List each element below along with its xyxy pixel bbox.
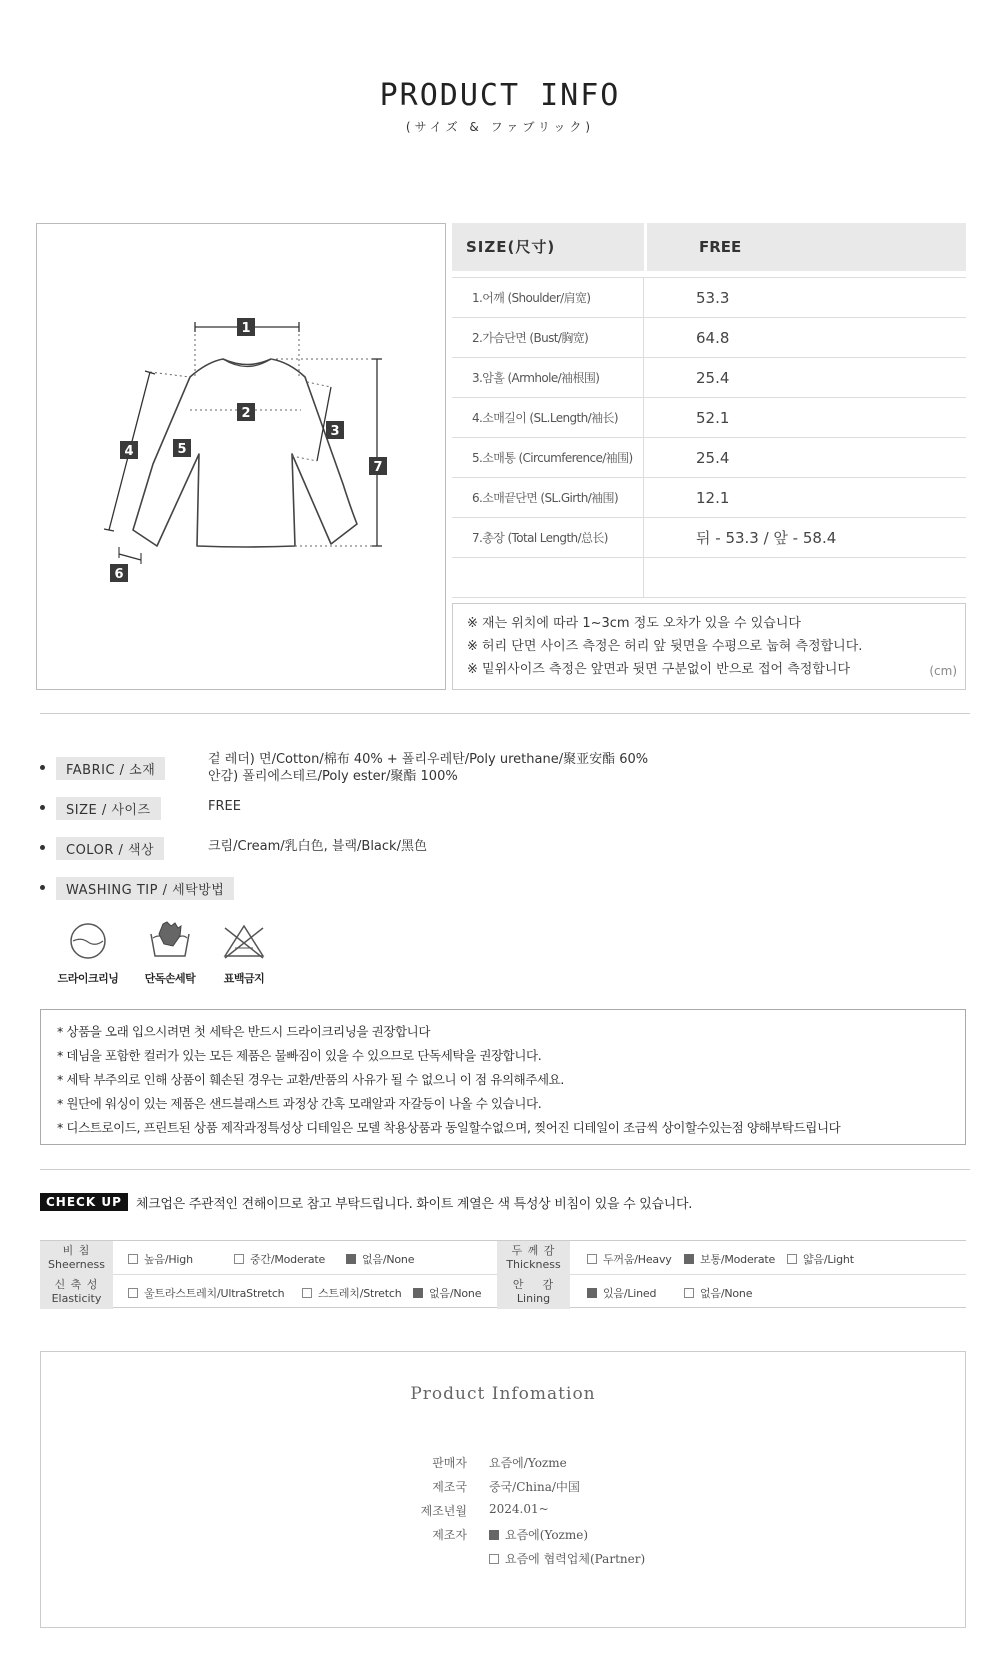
checkbox-checked-icon [346,1254,356,1264]
elasticity-option-stretch: 스트레치/Stretch [302,1285,402,1301]
checkbox-checked-icon [489,1530,499,1540]
sheerness-label [40,1241,113,1275]
elasticity-label [40,1275,113,1309]
care-notes [40,1009,966,1145]
care-line: * 세탁 부주의로 인해 상품이 훼손된 경우는 교환/반품의 사유가 될 수 없으니 이 점 유의해주세요. [57,1072,564,1087]
size-row-value: 뒤 - 53.3 / 앞 - 58.4 [696,529,837,547]
size-value: FREE [208,799,241,814]
fabric-line-2: 안감) 폴리에스테르/Poly ester/聚酯 100% [208,769,458,784]
info-row-seller [41,1454,965,1474]
size-table [452,223,966,598]
divider [40,713,970,714]
date-value: 2024.01~ [489,1502,549,1516]
care-line: * 데님을 포함한 컬러가 있는 모든 제품은 물빠짐이 있을 수 있으므로 단독세탁을 권장합니다. [57,1048,542,1063]
wash-item-dry-clean [48,920,128,986]
checkbox-icon [684,1288,694,1298]
size-table-body [452,277,966,598]
size-row-label: 4.소매길이 (SL.Length/袖长) [452,398,644,437]
size-row-value: 64.8 [696,329,730,347]
props-row-1 [40,1241,966,1275]
size-row-value: 25.4 [696,449,730,467]
size-row-value [644,558,966,597]
sheerness-ko: 비 침 [62,1244,91,1257]
checkup-bar [40,1192,692,1212]
wash-item-no-bleach [204,920,284,986]
elasticity-ko: 신 축 성 [54,1278,99,1291]
size-row-value: 53.3 [696,289,730,307]
props-row-2 [40,1275,966,1309]
dry-clean-icon [67,920,109,962]
care-line: * 디스트로이드, 프린트된 상품 제작과정특성상 디테일은 모델 착용상품과 동일할수없으며, 찢어진 디테일이 조금씩 상이할수있는점 양해부탁드립니다 [57,1120,841,1135]
marker-5: 5 [177,442,187,457]
fabric-value [208,751,648,785]
size-row [452,318,966,358]
shirt-diagram-icon [37,224,447,691]
sheerness-en: Sheerness [47,1258,106,1271]
checkbox-checked-icon [413,1288,423,1298]
page-subtitle: (サイズ & ファブリック) [405,120,595,134]
checkbox-icon [489,1554,499,1564]
size-row-label: 2.가슴단면 (Bust/胸宽) [452,318,644,357]
washing-tag: WASHING TIP / 세탁방법 [56,877,234,900]
fabric-line-1: 겉 레더) 면/Cotton/棉布 40% + 폴리우레탄/Poly urethane/聚亚安酯 60% [208,752,649,767]
color-tag: COLOR / 색상 [56,837,164,860]
size-notes [452,603,966,690]
seller-value: 요즘에/Yozme [489,1456,567,1470]
size-row-label: 6.소매끝단면 (SL.Girth/袖围) [452,478,644,517]
note-line: ※ 밑위사이즈 측정은 앞면과 뒷면 구분없이 반으로 접어 측정합니다 [467,662,851,677]
no-bleach-icon [221,920,267,962]
divider [40,1169,970,1170]
size-table-header [452,223,966,271]
size-row [452,518,966,558]
lining-ko: 안 감 [512,1278,555,1291]
bullet-icon [40,765,45,770]
marker-7: 7 [373,460,383,475]
checkbox-checked-icon [684,1254,694,1264]
size-header-label: SIZE(尺寸) [452,223,644,271]
size-row [452,438,966,478]
checkbox-icon [128,1288,138,1298]
sheerness-option-moderate: 중간/Moderate [234,1251,325,1267]
checkbox-icon [302,1288,312,1298]
product-information [40,1351,966,1628]
checkbox-checked-icon [587,1288,597,1298]
page-title: PRODUCT INFO [379,78,621,113]
elasticity-option-ultra: 울트라스트레치/UltraStretch [128,1285,284,1301]
size-row [452,558,966,598]
marker-6: 6 [114,567,124,582]
thickness-option-heavy: 두꺼움/Heavy [587,1251,672,1267]
care-line: * 상품을 오래 입으시려면 첫 세탁은 반드시 드라이크리닝을 권장합니다 [57,1024,431,1039]
seller-label: 판매자 [432,1456,467,1470]
size-tag: SIZE / 사이즈 [56,797,161,820]
checkbox-icon [787,1254,797,1264]
checkup-text: 체크업은 주관적인 견해이므로 참고 부탁드립니다. 화이트 계열은 색 특성상 비침이 있을 수 있습니다. [135,1196,693,1212]
lining-en: Lining [516,1292,551,1305]
lining-label [497,1275,570,1309]
size-row-value: 52.1 [696,409,730,427]
info-row-date [41,1502,965,1522]
info-row-maker [41,1526,965,1546]
size-row-value: 25.4 [696,369,730,387]
bullet-icon [40,805,45,810]
wash-label: 단독손세탁 [144,972,196,985]
size-header-free: FREE [647,223,966,271]
size-row-label: 1.어깨 (Shoulder/肩宽) [452,278,644,317]
thickness-label [497,1241,570,1275]
fabric-properties [40,1240,966,1308]
size-row-label: 5.소매통 (Circumference/袖围) [452,438,644,477]
elasticity-option-none: 없음/None [413,1285,481,1301]
marker-1: 1 [241,321,251,336]
hand-wash-icon [147,920,193,962]
note-line: ※ 재는 위치에 따라 1~3cm 정도 오차가 있을 수 있습니다 [467,616,801,631]
size-row [452,358,966,398]
size-row-label: 3.암홀 (Armhole/袖根围) [452,358,644,397]
checkbox-icon [587,1254,597,1264]
size-row [452,478,966,518]
date-label: 제조년월 [420,1504,467,1518]
maker-label: 제조자 [432,1528,467,1542]
info-row-maker-2 [41,1550,965,1570]
sheerness-option-none: 없음/None [346,1251,414,1267]
thickness-ko: 두 께 감 [511,1244,556,1257]
thickness-option-light: 얇음/Light [787,1251,854,1267]
bullet-icon [40,845,45,850]
maker-value-2: 요즘에 협력업체(Partner) [489,1550,645,1567]
lining-option-lined: 있음/Lined [587,1285,656,1301]
checkbox-icon [128,1254,138,1264]
country-label: 제조국 [432,1480,467,1494]
fabric-tag: FABRIC / 소재 [56,757,165,780]
sheerness-option-high: 높음/High [128,1251,193,1267]
marker-2: 2 [241,406,251,421]
thickness-option-moderate: 보통/Moderate [684,1251,775,1267]
product-info-title: Product Infomation [410,1384,596,1404]
checkup-badge: CHECK UP [40,1193,128,1211]
checkbox-icon [234,1254,244,1264]
size-row [452,398,966,438]
bullet-icon [40,885,45,890]
info-row-country [41,1478,965,1498]
maker-value-1: 요즘에(Yozme) [489,1526,588,1543]
size-row-label [452,558,644,597]
country-value: 중국/China/中国 [489,1480,580,1494]
wash-label: 표백금지 [223,972,265,985]
size-row-label: 7.총장 (Total Length/总长) [452,518,644,557]
size-row-value: 12.1 [696,489,730,507]
unit-label: (cm) [929,664,957,678]
lining-option-none: 없음/None [684,1285,752,1301]
care-line: * 원단에 워싱이 있는 제품은 샌드블래스트 과정상 간혹 모래알과 자갈등이 나올 수 있습니다. [57,1096,542,1111]
size-row [452,278,966,318]
wash-label: 드라이크리닝 [57,972,119,985]
note-line: ※ 허리 단면 사이즈 측정은 허리 앞 뒷면을 수평으로 눕혀 측정합니다. [467,639,863,654]
color-value: 크림/Cream/乳白色, 블랙/Black/黑色 [208,839,427,854]
wash-item-hand-wash [130,920,210,986]
marker-4: 4 [124,444,134,459]
elasticity-en: Elasticity [51,1292,102,1305]
measurement-diagram [36,223,446,690]
marker-3: 3 [330,424,340,439]
thickness-en: Thickness [506,1258,561,1271]
